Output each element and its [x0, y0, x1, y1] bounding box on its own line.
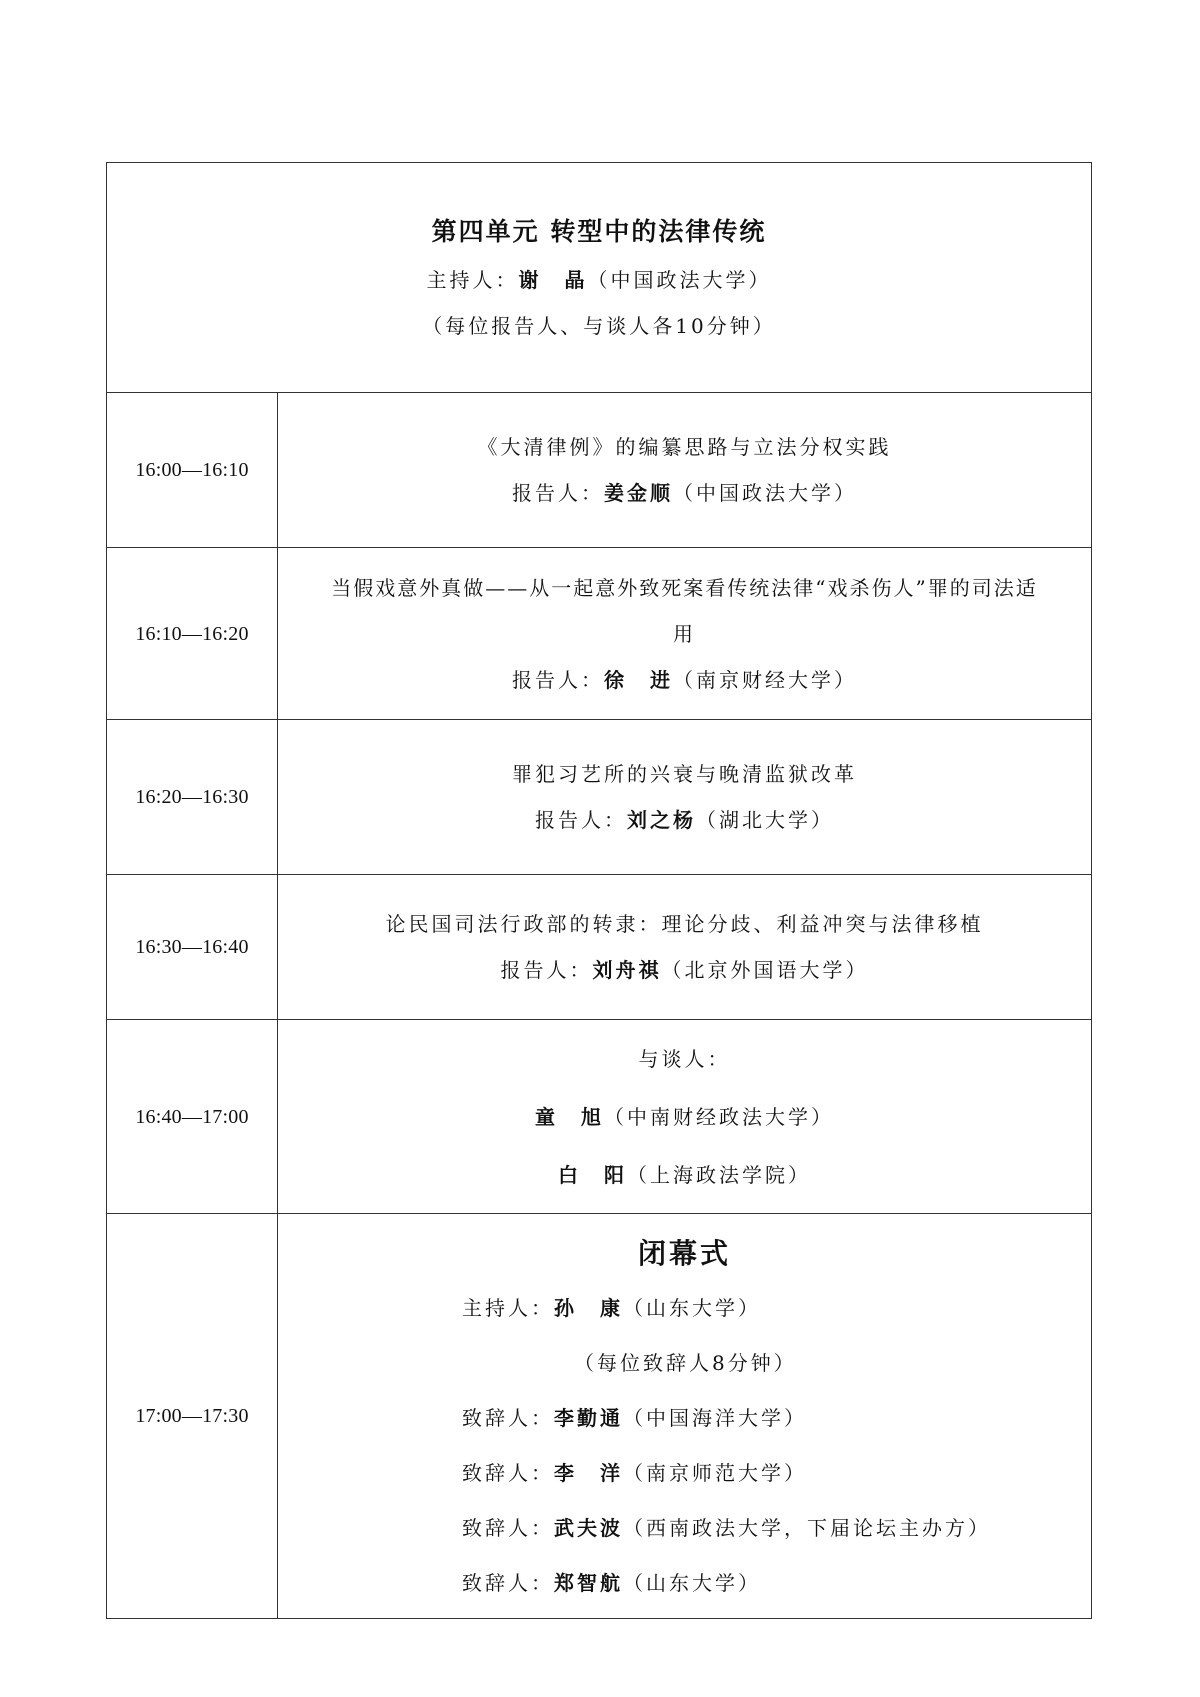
speaker-org: （山东大学） [623, 1570, 761, 1595]
session-speaker [278, 810, 1091, 830]
speaker-label: 报告人： [500, 958, 593, 982]
session-row [107, 875, 1092, 1020]
session-content [278, 720, 1092, 875]
speaker-name: 武夫波 [554, 1515, 623, 1540]
session-time: 16:10—16:20 [107, 548, 278, 720]
session-content [278, 393, 1092, 548]
speaker-org: （中国政法大学） [673, 481, 857, 505]
speaker-label: 致辞人： [462, 1570, 554, 1595]
closing-time: 17:00—17:30 [107, 1214, 278, 1619]
speaker-name: 刘舟祺 [592, 958, 662, 982]
speaker-label: 报告人： [512, 481, 604, 505]
unit-header-row [107, 163, 1092, 393]
discussant-name: 白 阳 [558, 1162, 627, 1187]
speaker-label: 报告人： [535, 808, 627, 832]
session-time: 16:00—16:10 [107, 393, 278, 548]
speaker-name: 李勤通 [554, 1405, 623, 1430]
speaker-label: 报告人： [512, 667, 604, 692]
discussion-row [107, 1020, 1092, 1214]
unit-note: （每位报告人、与谈人各10分钟） [422, 314, 776, 338]
closing-row [107, 1214, 1092, 1619]
discussant-org: （上海政法学院） [627, 1162, 811, 1187]
session-topic: 当假戏意外真做——从一起意外致死案看传统法律“戏杀伤人”罪的司法适 [331, 575, 1038, 600]
closing-host [462, 1295, 1091, 1320]
session-topic: 《大清律例》的编纂思路与立法分权实践 [477, 435, 892, 459]
session-row [107, 720, 1092, 875]
discussant-org: （中南财经政法大学） [604, 1104, 834, 1129]
unit-title: 第四单元 转型中的法律传统 [431, 217, 767, 246]
speaker-name: 刘之杨 [627, 808, 696, 832]
host-name: 谢 晶 [518, 268, 588, 292]
closing-title: 闭幕式 [637, 1236, 731, 1270]
speaker-org: （湖北大学） [696, 808, 834, 832]
host-label: 主持人： [426, 268, 519, 292]
session-topic: 论民国司法行政部的转隶：理论分歧、利益冲突与法律移植 [385, 912, 984, 936]
speaker-org: （南京财经大学） [673, 667, 857, 692]
discussant-label: 与谈人： [638, 1046, 731, 1071]
discussant [278, 1162, 1091, 1187]
speaker-name: 李 洋 [554, 1460, 623, 1485]
host-org: （中国政法大学） [587, 268, 772, 292]
session-speaker [278, 483, 1091, 503]
closing-speaker [462, 1570, 1091, 1595]
session-row [107, 393, 1092, 548]
discussion-content [278, 1020, 1092, 1214]
closing-note: （每位致辞人8分钟） [574, 1350, 797, 1375]
session-content [278, 875, 1092, 1020]
speaker-org: （中国海洋大学） [623, 1405, 807, 1430]
speaker-org: （西南政法大学，下届论坛主办方） [623, 1515, 991, 1540]
host-org: （山东大学） [623, 1295, 761, 1320]
closing-content [278, 1214, 1092, 1619]
discussion-time: 16:40—17:00 [107, 1020, 278, 1214]
session-time: 16:30—16:40 [107, 875, 278, 1020]
discussant [278, 1104, 1091, 1129]
speaker-org: （南京师范大学） [623, 1460, 807, 1485]
closing-speaker [462, 1405, 1091, 1430]
schedule-table [106, 162, 1092, 1619]
session-speaker [278, 667, 1091, 692]
closing-speaker [462, 1460, 1091, 1485]
host-label: 主持人： [462, 1295, 554, 1320]
speaker-name: 郑智航 [554, 1570, 623, 1595]
speaker-name: 徐 进 [604, 667, 673, 692]
unit-host [107, 270, 1091, 290]
session-row [107, 548, 1092, 720]
speaker-label: 致辞人： [462, 1405, 554, 1430]
speaker-org: （北京外国语大学） [661, 958, 869, 982]
session-time: 16:20—16:30 [107, 720, 278, 875]
host-name: 孙 康 [554, 1295, 623, 1320]
session-topic: 罪犯习艺所的兴衰与晚清监狱改革 [512, 762, 857, 786]
closing-speaker [462, 1515, 1091, 1540]
speaker-label: 致辞人： [462, 1460, 554, 1485]
speaker-label: 致辞人： [462, 1515, 554, 1540]
unit-header-cell [107, 163, 1092, 393]
speaker-name: 姜金顺 [604, 481, 673, 505]
session-speaker [278, 960, 1091, 980]
session-topic-continued: 用 [673, 621, 696, 646]
session-content [278, 548, 1092, 720]
discussant-name: 童 旭 [535, 1104, 604, 1129]
